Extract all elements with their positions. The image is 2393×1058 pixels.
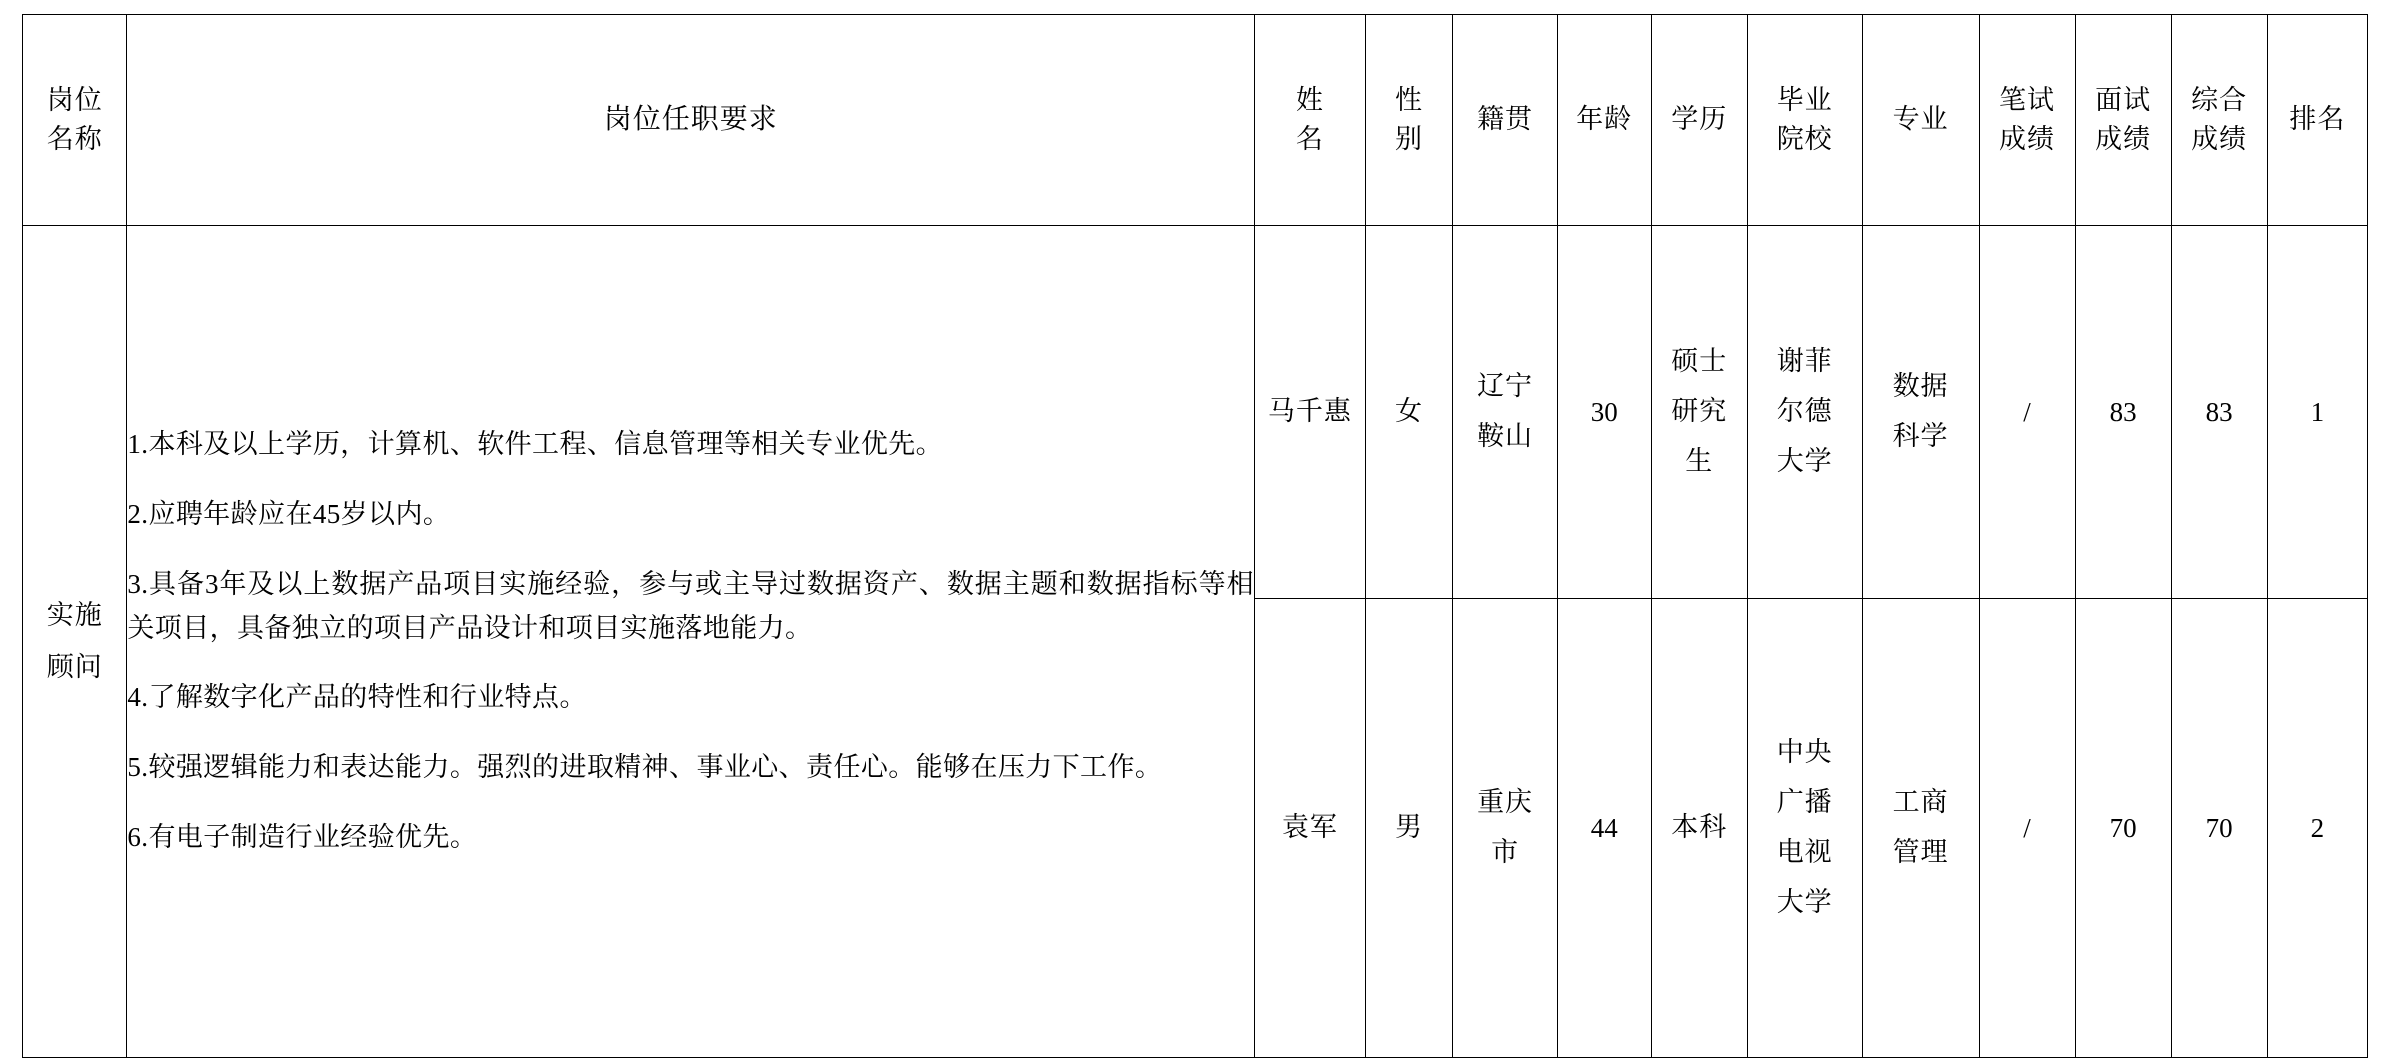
candidate-origin (1453, 599, 1557, 1058)
requirement-item: 2.应聘年龄应在45岁以内。 (127, 499, 451, 530)
header-post-name (23, 15, 127, 226)
candidate-education-line1: 本科 (1671, 812, 1728, 843)
candidate-education (1651, 226, 1747, 599)
header-rank (2267, 15, 2367, 226)
candidate-rank: 2 (2267, 599, 2367, 1058)
header-interview-score-line2: 成绩 (2095, 124, 2152, 154)
header-age-line1: 年龄 (1576, 104, 1633, 135)
header-written-score-line1: 笔试 (1999, 84, 2056, 115)
table-row (23, 226, 2368, 599)
header-interview-score (2075, 15, 2171, 226)
candidate-total-score: 83 (2171, 226, 2267, 599)
header-gender (1365, 15, 1453, 226)
requirement-item: 5.较强逻辑能力和表达能力。强烈的进取精神、事业心、责任心。能够在压力下工作。 (127, 752, 1163, 783)
header-rank-line1: 排名 (2289, 104, 2346, 135)
candidate-age: 44 (1557, 599, 1651, 1058)
candidate-origin-line2: 市 (1491, 837, 1520, 867)
candidate-rank: 1 (2267, 226, 2367, 599)
candidate-written-score: / (1979, 599, 2075, 1058)
header-school-line2: 院校 (1776, 124, 1833, 154)
header-major-line1: 专业 (1892, 104, 1949, 135)
header-post-name-line1: 岗位 (46, 84, 103, 115)
candidate-interview-score: 83 (2075, 226, 2171, 599)
header-gender-line2: 别 (1395, 124, 1424, 154)
candidate-origin-line1: 重庆 (1477, 787, 1534, 818)
candidate-education-line1: 硕士 (1671, 346, 1728, 377)
results-table-sheet (22, 14, 2368, 1058)
candidate-name: 袁军 (1255, 599, 1366, 1058)
header-age (1557, 15, 1651, 226)
header-post-name-line2: 名称 (46, 124, 103, 154)
header-total-score-line1: 综合 (2191, 84, 2248, 115)
header-name-line2: 名 (1295, 124, 1324, 154)
post-name-line2: 顾问 (46, 651, 103, 682)
candidate-major (1862, 599, 1979, 1058)
candidate-school-line1: 谢菲 (1776, 346, 1833, 377)
candidate-gender: 女 (1365, 226, 1453, 599)
candidate-school (1747, 599, 1862, 1058)
header-written-score (1979, 15, 2075, 226)
post-name-cell (23, 226, 127, 1058)
header-major (1862, 15, 1979, 226)
candidate-major-line1: 工商 (1892, 787, 1949, 818)
candidate-school-line4: 大学 (1776, 886, 1833, 917)
candidate-education (1651, 599, 1747, 1058)
table-header-row (23, 15, 2368, 226)
recruitment-results-table (22, 14, 2368, 1058)
header-origin-line1: 籍贯 (1477, 104, 1534, 135)
candidate-education-line3: 生 (1685, 445, 1714, 476)
header-gender-line1: 性 (1395, 84, 1424, 115)
header-total-score-line2: 成绩 (2191, 124, 2248, 154)
header-written-score-line2: 成绩 (1999, 124, 2056, 154)
candidate-origin-line1: 辽宁 (1477, 371, 1534, 402)
candidate-major-line2: 管理 (1892, 837, 1949, 867)
header-school-line1: 毕业 (1776, 84, 1833, 115)
header-requirements: 岗位任职要求 (127, 15, 1255, 226)
requirement-item: 6.有电子制造行业经验优先。 (127, 821, 478, 852)
candidate-age: 30 (1557, 226, 1651, 599)
candidate-interview-score: 70 (2075, 599, 2171, 1058)
candidate-major-line2: 科学 (1892, 421, 1949, 451)
header-name (1255, 15, 1366, 226)
header-total-score (2171, 15, 2267, 226)
candidate-gender: 男 (1365, 599, 1453, 1058)
header-interview-score-line1: 面试 (2095, 84, 2152, 115)
candidate-school-line2: 广播 (1776, 787, 1833, 818)
candidate-total-score: 70 (2171, 599, 2267, 1058)
candidate-school (1747, 226, 1862, 599)
candidate-written-score: / (1979, 226, 2075, 599)
candidate-major-line1: 数据 (1892, 371, 1949, 402)
header-name-line1: 姓 (1295, 84, 1324, 115)
candidate-origin-line2: 鞍山 (1477, 421, 1534, 451)
header-school (1747, 15, 1862, 226)
candidate-major (1862, 226, 1979, 599)
requirement-item: 3.具备3年及以上数据产品项目实施经验，参与或主导过数据资产、数据主题和数据指标等相关项目，具备独立的项目产品设计和项目实施落地能力。 (127, 568, 1254, 643)
candidate-name: 马千惠 (1255, 226, 1366, 599)
header-education-line1: 学历 (1671, 104, 1728, 135)
header-origin (1453, 15, 1557, 226)
requirement-item: 4.了解数字化产品的特性和行业特点。 (127, 682, 587, 713)
candidate-school-line3: 电视 (1776, 837, 1833, 867)
candidate-school-line3: 大学 (1776, 445, 1833, 476)
requirements-cell (127, 226, 1255, 1058)
candidate-education-line2: 研究 (1671, 396, 1728, 427)
header-education (1651, 15, 1747, 226)
requirement-item: 1.本科及以上学历，计算机、软件工程、信息管理等相关专业优先。 (127, 429, 944, 460)
candidate-school-line1: 中央 (1776, 737, 1833, 768)
candidate-origin (1453, 226, 1557, 599)
post-name-line1: 实施 (46, 600, 103, 631)
candidate-school-line2: 尔德 (1776, 396, 1833, 427)
